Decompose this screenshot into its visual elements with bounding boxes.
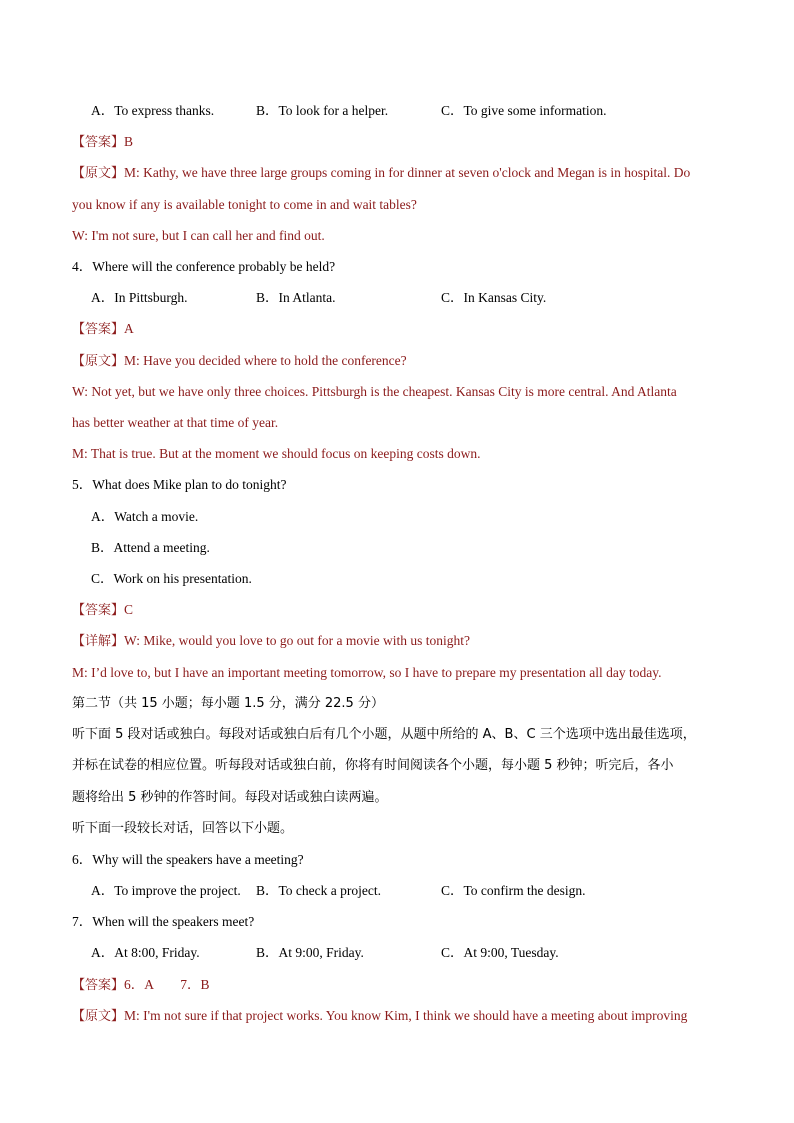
section2-intro: 听下面一段较长对话，回答以下小题。 bbox=[72, 821, 294, 836]
q3-transcript-line-2: you know if any is available tonight to come in and wait tables? bbox=[72, 197, 417, 212]
q7-option-c: C．At 9:00, Tuesday. bbox=[441, 945, 559, 960]
transcript-tag: 【原文】 bbox=[72, 166, 125, 181]
q5-option-a: A．Watch a movie. bbox=[91, 509, 199, 524]
q4-answer bbox=[72, 320, 134, 339]
answer-tag: 【答案】 bbox=[72, 978, 125, 993]
q3-option-b: B．To look for a helper. bbox=[256, 103, 389, 118]
answer-tag: 【答案】 bbox=[72, 603, 125, 618]
q4-transcript-line-3: has better weather at that time of year. bbox=[72, 415, 279, 430]
q6-option-c: C．To confirm the design. bbox=[441, 883, 586, 898]
q4-question: 4．Where will the conference probably be held? bbox=[72, 259, 336, 274]
section2-instructions-1: 听下面 5 段对话或独白。每段对话或独白后有几个小题，从题中所给的 A、B、C 三个选项中选出最佳选项， bbox=[72, 727, 696, 742]
q3-option-c: C．To give some information. bbox=[441, 103, 607, 118]
q5-option-b: B．Attend a meeting. bbox=[91, 540, 210, 555]
q3-option-a: A．To express thanks. bbox=[91, 103, 215, 118]
transcript-text: M: I'm not sure if that project works. You know Kim, I think we should have a meeting about improving bbox=[124, 1008, 688, 1023]
q7-option-a: A．At 8:00, Friday. bbox=[91, 945, 200, 960]
answer-tag: 【答案】 bbox=[72, 135, 125, 150]
transcript-tag: 【原文】 bbox=[72, 1009, 125, 1024]
q5-answer bbox=[72, 601, 133, 620]
transcript-text: W: Mike, would you love to go out for a movie with us tonight? bbox=[124, 633, 470, 648]
q6-question: 6．Why will the speakers have a meeting? bbox=[72, 852, 304, 867]
q6-q7-transcript-line-1 bbox=[72, 1007, 687, 1026]
q3-answer bbox=[72, 133, 133, 152]
q3-transcript-line-1 bbox=[72, 164, 690, 183]
q5-option-c: C．Work on his presentation. bbox=[91, 571, 252, 586]
q5-transcript-line-1 bbox=[72, 632, 470, 651]
detail-tag: 【详解】 bbox=[72, 634, 125, 649]
q5-question: 5．What does Mike plan to do tonight? bbox=[72, 477, 287, 492]
q4-transcript-line-1 bbox=[72, 352, 407, 371]
q4-option-a: A．In Pittsburgh. bbox=[91, 290, 188, 305]
answer-value: 6．A 7．B bbox=[124, 977, 210, 992]
q4-option-c: C．In Kansas City. bbox=[441, 290, 547, 305]
transcript-text: M: Kathy, we have three large groups coming in for dinner at seven o'clock and Megan is in hospital. Do bbox=[124, 165, 691, 180]
answer-value: A bbox=[124, 321, 134, 336]
answer-value: B bbox=[124, 134, 134, 149]
section2-instructions-3: 题将给出 5 秒钟的作答时间。每段对话或独白读两遍。 bbox=[72, 790, 388, 805]
section2-instructions-2: 并标在试卷的相应位置。听每段对话或独白前，你将有时间阅读各个小题，每小题 5 秒钟；听完后，各小 bbox=[72, 758, 674, 773]
section2-heading: 第二节（共 15 小题；每小题 1.5 分，满分 22.5 分） bbox=[72, 696, 384, 711]
q4-option-b: B．In Atlanta. bbox=[256, 290, 336, 305]
q4-transcript-line-4: M: That is true. But at the moment we should focus on keeping costs down. bbox=[72, 446, 481, 461]
transcript-tag: 【原文】 bbox=[72, 354, 125, 369]
q7-question: 7．When will the speakers meet? bbox=[72, 914, 255, 929]
q7-option-b: B．At 9:00, Friday. bbox=[256, 945, 364, 960]
q6-option-b: B．To check a project. bbox=[256, 883, 382, 898]
answer-value: C bbox=[124, 602, 134, 617]
q3-transcript-line-3: W: I'm not sure, but I can call her and find out. bbox=[72, 228, 325, 243]
q4-transcript-line-2: W: Not yet, but we have only three choices. Pittsburgh is the cheapest. Kansas City is more central. And Atlanta bbox=[72, 384, 677, 399]
q6-option-a: A．To improve the project. bbox=[91, 883, 241, 898]
q5-transcript-line-2: M: I’d love to, but I have an important meeting tomorrow, so I have to prepare my presentation all day today. bbox=[72, 665, 662, 680]
answer-tag: 【答案】 bbox=[72, 322, 125, 337]
q6-q7-answer bbox=[72, 976, 210, 995]
transcript-text: M: Have you decided where to hold the conference? bbox=[124, 353, 407, 368]
